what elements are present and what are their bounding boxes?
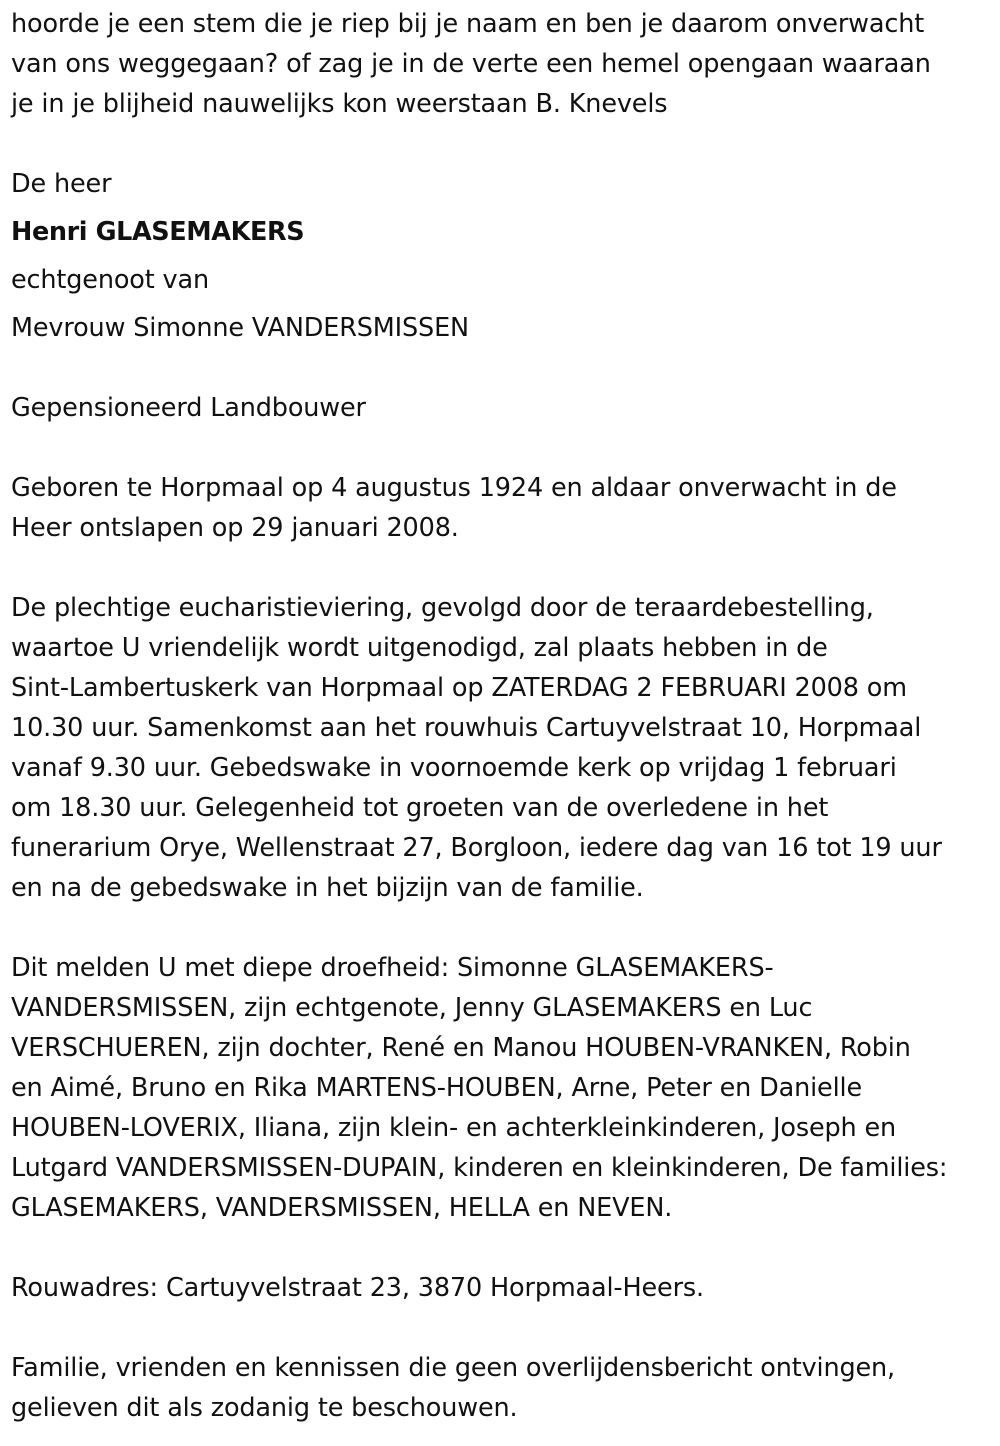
salutation: De heer bbox=[11, 169, 112, 199]
relation-text: echtgenoot van bbox=[11, 265, 209, 295]
birth-death-section bbox=[11, 468, 991, 548]
poem-line: je in je blijheid nauwelijks kon weerstaan B. Knevels bbox=[11, 89, 668, 119]
ceremony-line: De plechtige eucharistieviering, gevolgd door de teraardebestelling, bbox=[11, 593, 874, 623]
birth-death-line: Heer ontslapen op 29 januari 2008. bbox=[11, 513, 459, 543]
ceremony-line: funerarium Orye, Wellenstraat 27, Borgloon, iedere dag van 16 tot 19 uur bbox=[11, 833, 942, 863]
birth-death-line: Geboren te Horpmaal op 4 augustus 1924 en aldaar onverwacht in de bbox=[11, 473, 897, 503]
poem-section bbox=[11, 4, 991, 124]
occupation: Gepensioneerd Landbouwer bbox=[11, 393, 366, 423]
spouse-name: Mevrouw Simonne VANDERSMISSEN bbox=[11, 313, 469, 343]
deceased-name: Henri GLASEMAKERS bbox=[11, 217, 305, 247]
family-line: HOUBEN-LOVERIX, Iliana, zijn klein- en achterkleinkinderen, Joseph en bbox=[11, 1113, 897, 1143]
ceremony-section bbox=[11, 588, 991, 908]
family-line: VANDERSMISSEN, zijn echtgenote, Jenny GLASEMAKERS en Luc bbox=[11, 993, 813, 1023]
family-line: VERSCHUEREN, zijn dochter, René en Manou HOUBEN-VRANKEN, Robin bbox=[11, 1033, 911, 1063]
obituary-document bbox=[11, 4, 991, 1428]
occupation-section bbox=[11, 388, 991, 428]
ceremony-line: vanaf 9.30 uur. Gebedswake in voornoemde kerk op vrijdag 1 februari bbox=[11, 753, 897, 783]
closing-line: Familie, vrienden en kennissen die geen overlijdensbericht ontvingen, bbox=[11, 1353, 895, 1383]
family-line: Dit melden U met diepe droefheid: Simonne GLASEMAKERS- bbox=[11, 953, 774, 983]
closing-section bbox=[11, 1348, 991, 1428]
family-line: en Aimé, Bruno en Rika MARTENS-HOUBEN, Arne, Peter en Danielle bbox=[11, 1073, 862, 1103]
family-line: GLASEMAKERS, VANDERSMISSEN, HELLA en NEVEN. bbox=[11, 1193, 673, 1223]
poem-line: hoorde je een stem die je riep bij je naam en ben je daarom onverwacht bbox=[11, 9, 925, 39]
address-section bbox=[11, 1268, 991, 1308]
poem-line: van ons weggegaan? of zag je in de verte een hemel opengaan waaraan bbox=[11, 49, 931, 79]
closing-line: gelieven dit als zodanig te beschouwen. bbox=[11, 1393, 518, 1423]
ceremony-line: Sint-Lambertuskerk van Horpmaal op ZATERDAG 2 FEBRUARI 2008 om bbox=[11, 673, 907, 703]
family-section bbox=[11, 948, 991, 1228]
ceremony-line: om 18.30 uur. Gelegenheid tot groeten van de overledene in het bbox=[11, 793, 829, 823]
family-line: Lutgard VANDERSMISSEN-DUPAIN, kinderen en kleinkinderen, De families: bbox=[11, 1153, 948, 1183]
ceremony-line: waartoe U vriendelijk wordt uitgenodigd, zal plaats hebben in de bbox=[11, 633, 828, 663]
mourning-address: Rouwadres: Cartuyvelstraat 23, 3870 Horpmaal-Heers. bbox=[11, 1273, 705, 1303]
ceremony-line: 10.30 uur. Samenkomst aan het rouwhuis Cartuyvelstraat 10, Horpmaal bbox=[11, 713, 922, 743]
ceremony-line: en na de gebedswake in het bijzijn van de familie. bbox=[11, 873, 644, 903]
deceased-section bbox=[11, 164, 991, 348]
